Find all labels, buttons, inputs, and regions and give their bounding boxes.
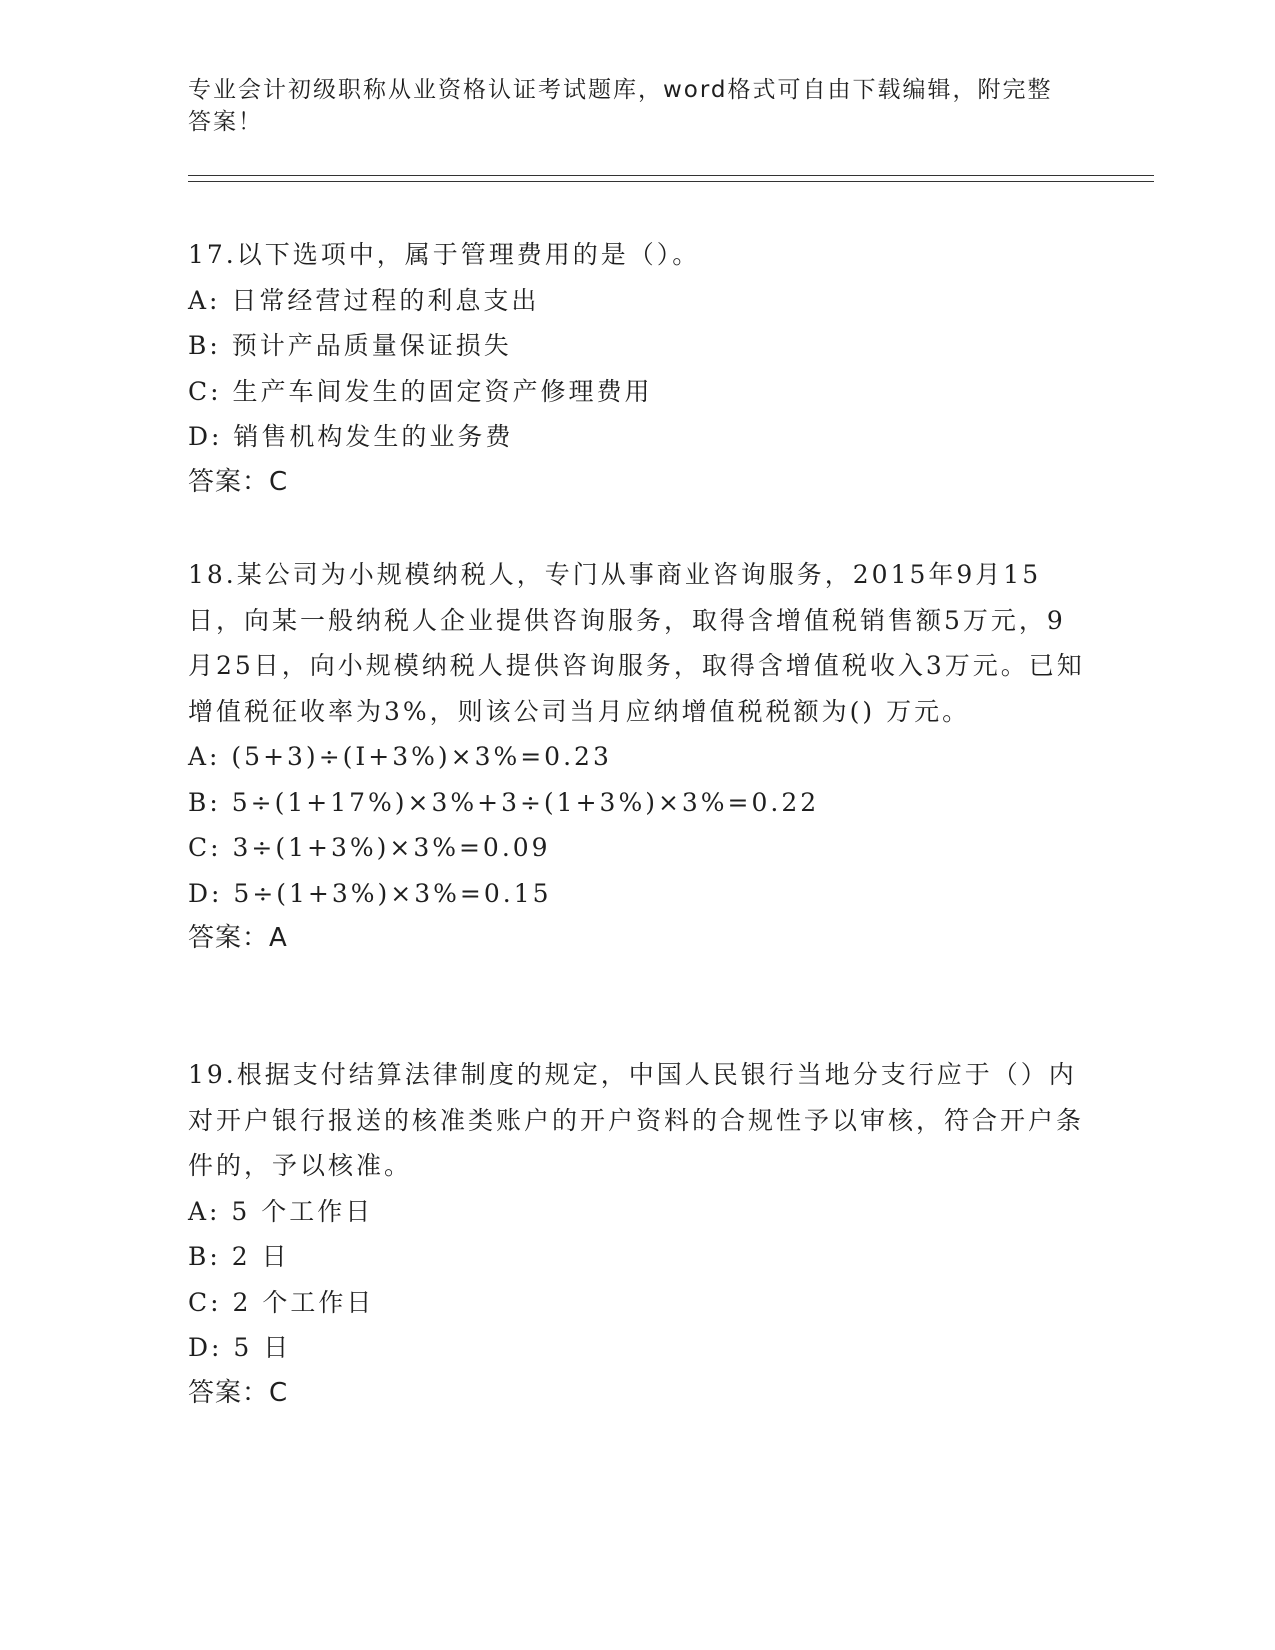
option-b: B: 预计产品质量保证损失 [188,331,512,360]
answer-line: 答案：A [188,923,288,953]
answer-line: 答案：C [188,1377,289,1408]
option-c: C: 2 个工作日 [188,1287,375,1317]
question-stem: 17.以下选项中，属于管理费用的是（）。 [188,240,701,269]
option-d: D: 销售机构发生的业务费 [188,422,514,451]
option-d: D: 5÷(1+3%)×3%=0.15 [188,878,552,908]
option-b: B: 5÷(1+17%)×3%+3÷(1+3%)×3%=0.22 [188,787,820,817]
question-19 [188,1052,1088,1416]
option-c: C: 3÷(1+3%)×3%=0.09 [188,833,551,862]
option-a: A: (5+3)÷(I+3%)×3%=0.23 [188,742,612,771]
option-c: C: 生产车间发生的固定资产修理费用 [188,376,653,406]
option-b: B: 2 日 [188,1242,290,1271]
question-17 [188,232,1088,505]
document-header: 专业会计初级职称从业资格认证考试题库，word格式可自由下载编辑，附完整答案！ [188,77,1053,135]
header-divider-top [188,175,1154,176]
question-stem: 18.某公司为小规模纳税人，专门从事商业咨询服务，2015年9月15日，向某一般纳税人企业提供咨询服务，取得含增值税销售额5万元，9月25日，向小规模纳税人提供咨询服务，取得含增值税收入3万元。已知增值税征收率为3%，则该公司当月应纳增值税税额为() 万元。 [188,560,1085,726]
option-d: D: 5 日 [188,1333,292,1362]
header-divider-bottom [188,181,1154,182]
option-a: A: 5 个工作日 [188,1196,374,1226]
question-18 [188,552,1088,962]
answer-line: 答案：C [188,466,289,497]
question-stem: 19.根据支付结算法律制度的规定，中国人民银行当地分支行应于（）内对开户银行报送的核准类账户的开户资料的合规性予以审核，符合开户条件的，予以核准。 [188,1060,1085,1180]
option-a: A: 日常经营过程的利息支出 [188,285,540,315]
